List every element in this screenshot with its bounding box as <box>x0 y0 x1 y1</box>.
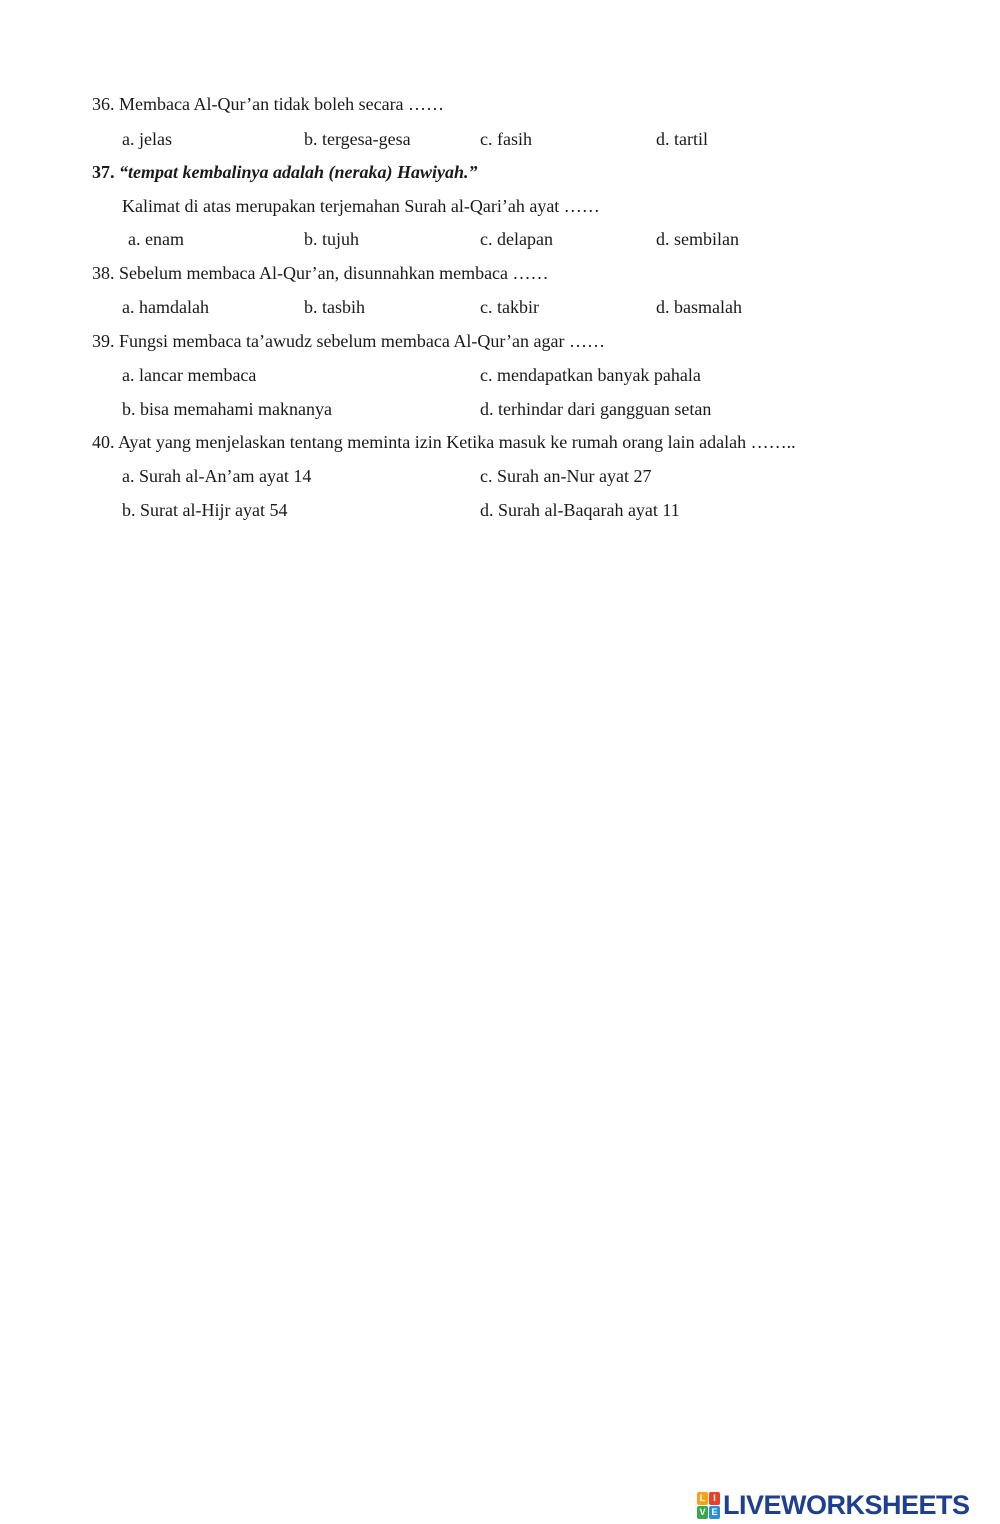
q37-option-d[interactable]: d. sembilan <box>656 229 739 249</box>
logo-text: LIVEWORKSHEETS <box>723 1489 970 1520</box>
q39-option-b[interactable]: b. bisa memahami maknanya <box>122 399 332 419</box>
q36-option-b[interactable]: b. tergesa-gesa <box>304 129 411 149</box>
question-36-text: 36. Membaca Al-Qur’an tidak boleh secara …… <box>92 94 445 114</box>
q38-option-b[interactable]: b. tasbih <box>304 297 365 317</box>
liveworksheets-logo-icon <box>697 1492 719 1518</box>
q40-option-b[interactable]: b. Surat al-Hijr ayat 54 <box>122 500 288 520</box>
q38-option-d[interactable]: d. basmalah <box>656 297 742 317</box>
q39-option-a[interactable]: a. lancar membaca <box>122 365 257 385</box>
liveworksheets-logo <box>697 1490 970 1520</box>
q39-option-d[interactable]: d. terhindar dari gangguan setan <box>480 399 712 419</box>
q36-option-c[interactable]: c. fasih <box>480 129 532 149</box>
logo-mark-v: V <box>697 1506 708 1519</box>
q38-option-c[interactable]: c. takbir <box>480 297 539 317</box>
q40-option-c[interactable]: c. Surah an-Nur ayat 27 <box>480 466 652 486</box>
q37-option-a[interactable]: a. enam <box>128 229 184 249</box>
question-38-text: 38. Sebelum membaca Al-Qur’an, disunnahkan membaca …… <box>92 263 549 283</box>
question-37-quote-line <box>92 161 478 183</box>
q36-option-d[interactable]: d. tartil <box>656 129 708 149</box>
q36-option-a[interactable]: a. jelas <box>122 129 172 149</box>
question-37-text: Kalimat di atas merupakan terjemahan Surah al-Qari’ah ayat …… <box>122 196 600 216</box>
q40-option-a[interactable]: a. Surah al-An’am ayat 14 <box>122 466 312 486</box>
q37-option-b[interactable]: b. tujuh <box>304 229 360 249</box>
question-37-number: 37. <box>92 162 115 182</box>
question-37-quote: “tempat kembalinya adalah (neraka) Hawiyah.” <box>119 162 478 182</box>
q38-option-a[interactable]: a. hamdalah <box>122 297 209 317</box>
question-39-text: 39. Fungsi membaca ta’awudz sebelum membaca Al-Qur’an agar …… <box>92 331 605 351</box>
q37-option-c[interactable]: c. delapan <box>480 229 553 249</box>
logo-mark-i: I <box>709 1492 720 1505</box>
question-40-text: 40. Ayat yang menjelaskan tentang meminta izin Ketika masuk ke rumah orang lain adalah …….. <box>92 432 796 452</box>
q40-option-d[interactable]: d. Surah al-Baqarah ayat 11 <box>480 500 680 520</box>
logo-mark-l: L <box>697 1492 708 1505</box>
q39-option-c[interactable]: c. mendapatkan banyak pahala <box>480 365 701 385</box>
logo-mark-e: E <box>709 1506 720 1519</box>
